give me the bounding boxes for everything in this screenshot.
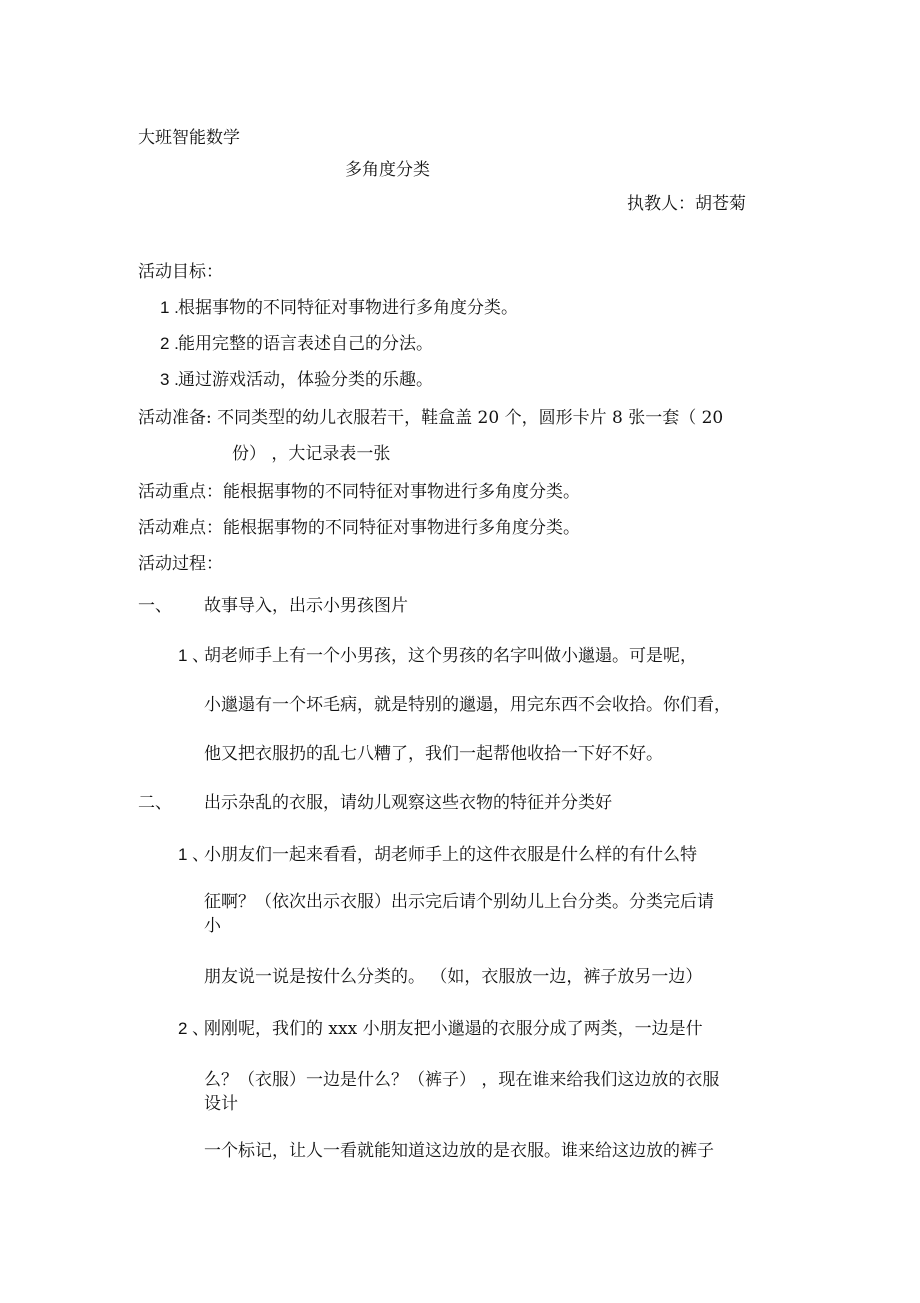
step-marker: 1 、 xyxy=(178,646,210,665)
step-text: 小 xyxy=(204,916,221,936)
goal-item xyxy=(160,334,433,354)
teacher-line: 执教人：胡苍菊 xyxy=(627,194,746,214)
goal-text: 根据事物的不同特征对事物进行多角度分类。 xyxy=(178,298,518,318)
section-heading xyxy=(138,596,408,616)
goal-marker: 3 . xyxy=(160,370,179,389)
step-text: 刚刚呢，我们的 xxx 小朋友把小邋遢的衣服分成了两类，一边是什 xyxy=(204,1019,703,1039)
goal-item xyxy=(160,370,433,390)
difficulty-line: 活动难点：能根据事物的不同特征对事物进行多角度分类。 xyxy=(138,518,580,538)
prep-line-2: 份） ，大记录表一张 xyxy=(232,444,391,464)
focus-line: 活动重点：能根据事物的不同特征对事物进行多角度分类。 xyxy=(138,482,580,502)
section-heading xyxy=(138,793,612,813)
goals-label: 活动目标： xyxy=(138,262,223,282)
step-text: 他又把衣服扔的乱七八糟了，我们一起帮他收拾一下好不好。 xyxy=(204,744,663,764)
step-marker: 2 、 xyxy=(178,1019,210,1038)
step-text: 小邋遢有一个坏毛病，就是特别的邋遢，用完东西不会收拾。你们看， xyxy=(204,695,731,715)
step-text: 胡老师手上有一个小男孩，这个男孩的名字叫做小邋遢。可是呢， xyxy=(204,646,697,666)
lesson-title: 多角度分类 xyxy=(345,160,430,180)
goal-marker: 2 . xyxy=(160,334,179,353)
step-marker: 1 、 xyxy=(178,845,210,864)
step-text: 朋友说一说是按什么分类的。 （如，衣服放一边，裤子放另一边） xyxy=(204,967,703,987)
goal-marker: 1 . xyxy=(160,298,179,317)
step-line xyxy=(178,845,697,865)
step-text: 小朋友们一起来看看，胡老师手上的这件衣服是什么样的有什么特 xyxy=(204,845,697,865)
section-marker: 一、 xyxy=(138,596,172,616)
course-title: 大班智能数学 xyxy=(138,128,240,148)
step-line xyxy=(178,1019,703,1039)
goal-text: 能用完整的语言表述自己的分法。 xyxy=(178,334,433,354)
goal-item xyxy=(160,298,518,318)
step-text: 设计 xyxy=(204,1094,238,1114)
section-marker: 二、 xyxy=(138,793,172,813)
step-text: 征啊？（依次出示衣服）出示完后请个别幼儿上台分类。分类完后请 xyxy=(204,892,714,912)
section-title: 出示杂乱的衣服，请幼儿观察这些衣物的特征并分类好 xyxy=(204,793,612,813)
step-text: 么？（衣服）一边是什么？（裤子） ，现在谁来给我们这边放的衣服 xyxy=(204,1070,720,1090)
goal-text: 通过游戏活动，体验分类的乐趣。 xyxy=(178,370,433,390)
prep-line-1: 活动准备: 不同类型的幼儿衣服若干，鞋盒盖 20 个，圆形卡片 8 张一套（ 20 xyxy=(138,408,724,428)
process-label: 活动过程： xyxy=(138,554,223,574)
step-text: 一个标记，让人一看就能知道这边放的是衣服。谁来给这边放的裤子 xyxy=(204,1141,714,1161)
section-title: 故事导入，出示小男孩图片 xyxy=(204,596,408,616)
step-line xyxy=(178,646,697,666)
